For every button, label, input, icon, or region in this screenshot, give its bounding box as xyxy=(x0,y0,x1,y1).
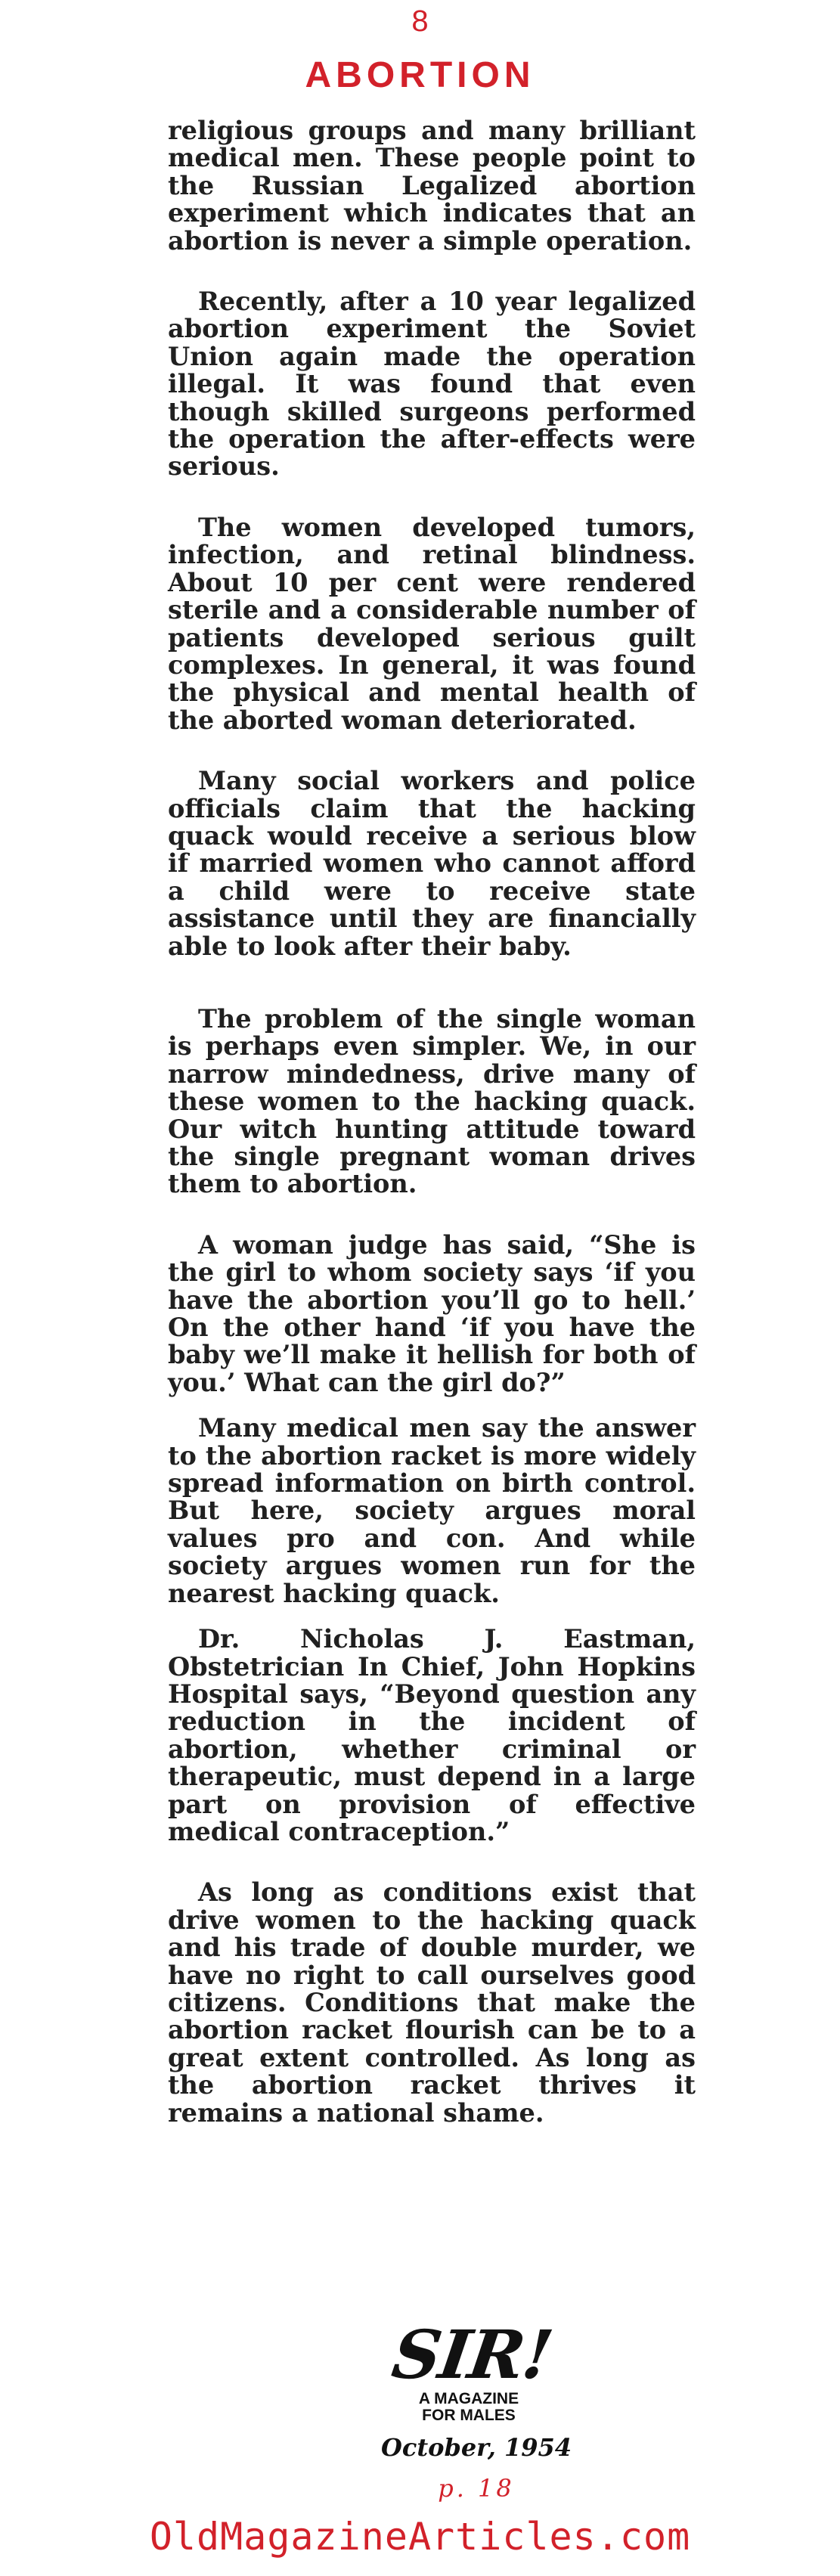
magazine-logo: SIR! xyxy=(387,2315,556,2394)
article-paragraph: religious groups and many brilliant medical men. These people point to the Russian Legalized abortion experiment which indicates that an abortion is never a simple operation. xyxy=(168,116,696,256)
article-paragraph: Dr. Nicholas J. Eastman, Obstetrician In Chief, John Hopkins Hospital says, “Beyond question any reduction in the incident of abortion, whether criminal or therapeutic, must depend in a large part on provision of effective medical contraception.” xyxy=(168,1624,696,1846)
article-paragraph: As long as conditions exist that drive women to the hacking quack and his trade of double murder, we have no right to call ourselves good citizens. Conditions that make the abortion racket flourish can be to a great extent controlled. As long as the abortion racket thrives it remains a national shame. xyxy=(168,1877,696,2128)
issue-date: October, 1954 xyxy=(380,2433,572,2462)
article-paragraph: Many medical men say the answer to the abortion racket is more widely spread information on birth control. But here, society argues moral values pro and con. And while society argues women run for the nearest hacking quack. xyxy=(168,1413,696,1608)
magazine-tagline xyxy=(393,2391,544,2424)
tagline-line: FOR MALES xyxy=(422,2407,516,2424)
article-body xyxy=(168,117,696,2160)
site-watermark: OldMagazineArticles.com xyxy=(149,2515,691,2559)
page-number: 8 xyxy=(411,5,429,38)
article-headline: ABORTION xyxy=(305,55,535,95)
article-paragraph: Many social workers and police officials claim that the hacking quack would receive a serious blow if married women who cannot afford a child were to receive state assistance until they are financially able to look after their baby. xyxy=(168,766,696,961)
article-paragraph: Recently, after a 10 year legalized abortion experiment the Soviet Union again made the operation illegal. It was found that even though skilled surgeons performed the operation the after-effects were serious. xyxy=(168,287,696,482)
tagline-line: A MAGAZINE xyxy=(418,2390,519,2407)
article-paragraph: A woman judge has said, “She is the girl to whom society says ‘if you have the abortion you’ll go to hell.’ On the other hand ‘if you have the baby we’ll make it hellish for both of you.’ What can the girl do?” xyxy=(168,1229,696,1397)
page-reference: p. 18 xyxy=(438,2474,515,2503)
magazine-masthead xyxy=(387,2315,556,2424)
article-paragraph: The women developed tumors, infection, and retinal blindness. About 10 per cent were rendered sterile and a considerable number of patients developed serious guilt complexes. In general, it was found the physical and mental health of the aborted woman deteriorated. xyxy=(168,512,696,735)
article-paragraph: The problem of the single woman is perhaps even simpler. We, in our narrow mindedness, drive many of these women to the hacking quack. Our witch hunting attitude toward the single pregnant woman drives them to abortion. xyxy=(168,1003,696,1199)
